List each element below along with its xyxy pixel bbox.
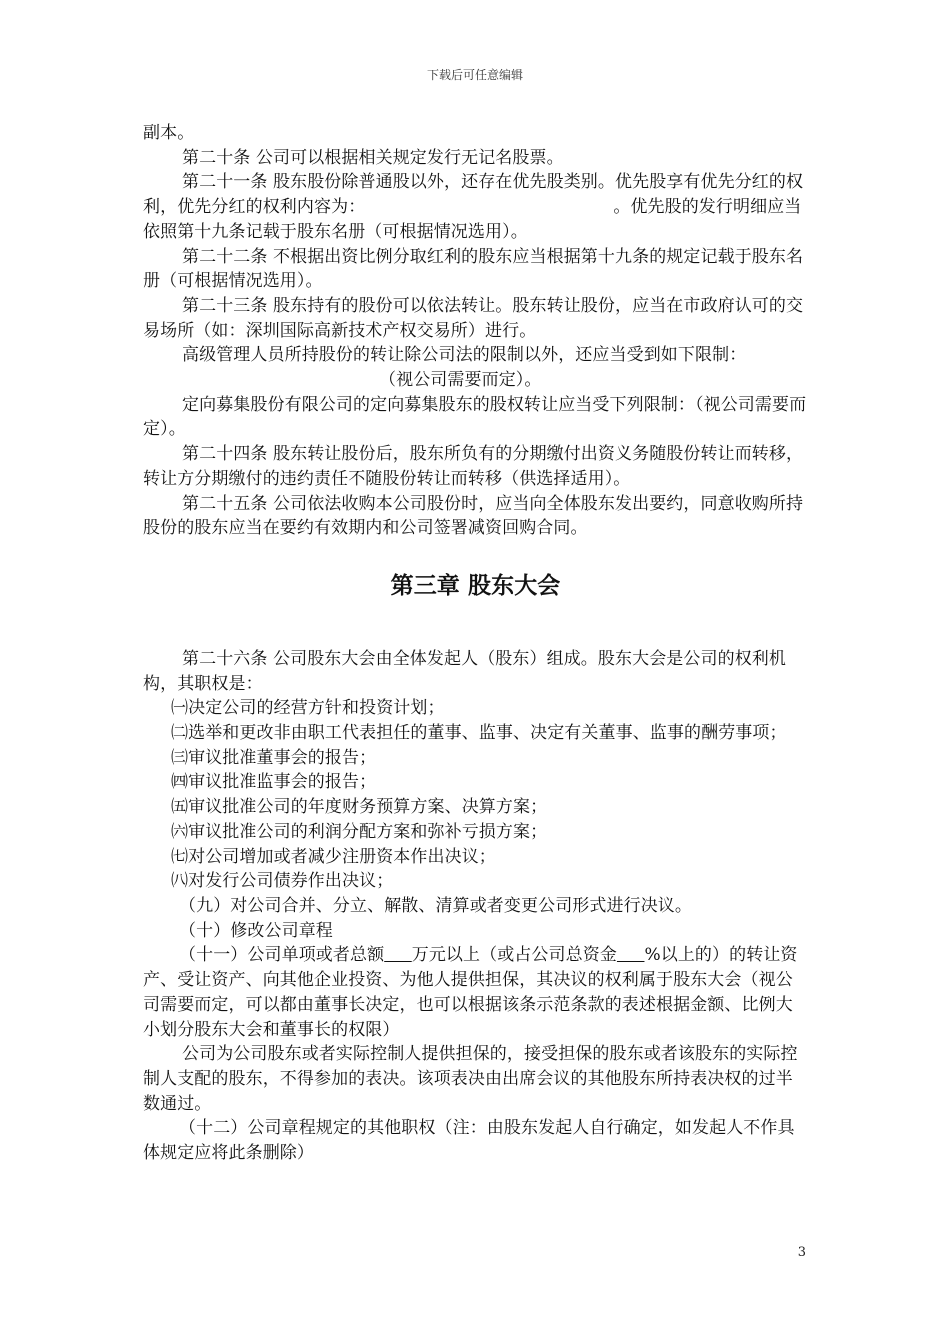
list-item-11 xyxy=(143,943,808,1042)
list-item: ㈦对公司增加或者减少注册资本作出决议； xyxy=(171,846,496,867)
list-item: ㈢审议批准董事会的报告； xyxy=(171,747,377,768)
article-26: 第二十六条 公司股东大会由全体发起人（股东）组成。股东大会是公司的权利机构，其职权是： xyxy=(143,648,787,694)
list-item: ㈤审议批准公司的年度财务预算方案、决算方案； xyxy=(171,797,548,818)
list-item: （九）对公司合并、分立、解散、清算或者变更公司形式进行决议。 xyxy=(179,895,692,916)
list-item: ㈠决定公司的经营方针和投资计划； xyxy=(171,698,445,719)
document-body xyxy=(143,121,808,1166)
percent-blank xyxy=(617,945,645,965)
list-item: ㈧对发行公司债券作出决议； xyxy=(171,871,394,892)
list-item: （十）修改公司章程 xyxy=(179,920,333,941)
list-item: ㈥审议批准公司的利润分配方案和弥补亏损方案； xyxy=(171,821,548,842)
item-11-text: （十一）公司单项或者总额 xyxy=(179,945,385,966)
article-23: 第二十三条 股东持有的股份可以依法转让。股东转让股份，应当在市政府认可的交易场所（如：深圳国际高新技术产权交易所）进行。 xyxy=(143,295,804,341)
page-header: 下载后可任意编辑 xyxy=(426,68,523,82)
article-21-text-cont: 。优先股的发行明细应当依照第十九条记载于股东名册（可根据情况选用）。 xyxy=(143,197,802,242)
article-21-text: 第二十一条 股东股份除普通股以外，还存在优先股类别。优先股享有优先分红的权利，优先分红的权利内容为： xyxy=(143,172,804,218)
item-11-text: 万元以上（或占公司总资金 xyxy=(411,945,617,966)
amount-blank xyxy=(384,945,412,965)
transfer-restriction-note: （视公司需要而定）。 xyxy=(379,370,542,391)
directed-offering-para: 定向募集股份有限公司的定向募集股东的股权转让应当受下列限制：（视公司需要而定）。 xyxy=(143,394,807,440)
article-21 xyxy=(143,170,808,244)
paragraph: 副本。 xyxy=(143,123,195,143)
article-24: 第二十四条 股东转让股份后，股东所负有的分期缴付出资义务随股份转让而转移，转让方分期缴付的违约责任不随股份转让而转移（供选择适用）。 xyxy=(143,444,804,489)
article-20: 第二十条 公司可以根据相关规定发行无记名股票。 xyxy=(182,147,564,168)
page-number: 3 xyxy=(797,1245,806,1260)
guarantee-para: 公司为公司股东或者实际控制人提供担保的，接受担保的股东或者该股东的实际控制人支配的股东，不得参加的表决。该项表决由出席会议的其他股东所持表决权的过半数通过。 xyxy=(143,1044,798,1114)
article-25: 第二十五条 公司依法收购本公司股份时，应当向全体股东发出要约，同意收购所持股份的股东应当在要约有效期内和公司签署减资回购合同。 xyxy=(143,493,804,539)
list-item: ㈣审议批准监事会的报告； xyxy=(171,772,377,793)
article-22: 第二十二条 不根据出资比例分取红利的股东应当根据第十九条的规定记载于股东名册（可根据情况选用）。 xyxy=(143,246,804,292)
list-item-12: （十二）公司章程规定的其他职权（注：由股东发起人自行确定，如发起人不作具体规定应将此条删除） xyxy=(143,1118,795,1164)
chapter-title: 第三章 股东大会 xyxy=(390,572,561,599)
transfer-restriction-para: 高级管理人员所持股份的转让除公司法的限制以外，还应当受到如下限制： xyxy=(182,345,747,366)
item-11-text: %以上的）的转让资产、受让资产、向其他企业投资、为他人提供担保，其决议的权利属于股东大会（视公司需要而定，可以都由董事长决定，也可以根据该条示范条款的表述根据金额、比例大小划分股东大会和董事长的权限） xyxy=(143,945,798,1040)
list-item: ㈡选举和更改非由职工代表担任的董事、监事、决定有关董事、监事的酬劳事项； xyxy=(171,723,787,744)
